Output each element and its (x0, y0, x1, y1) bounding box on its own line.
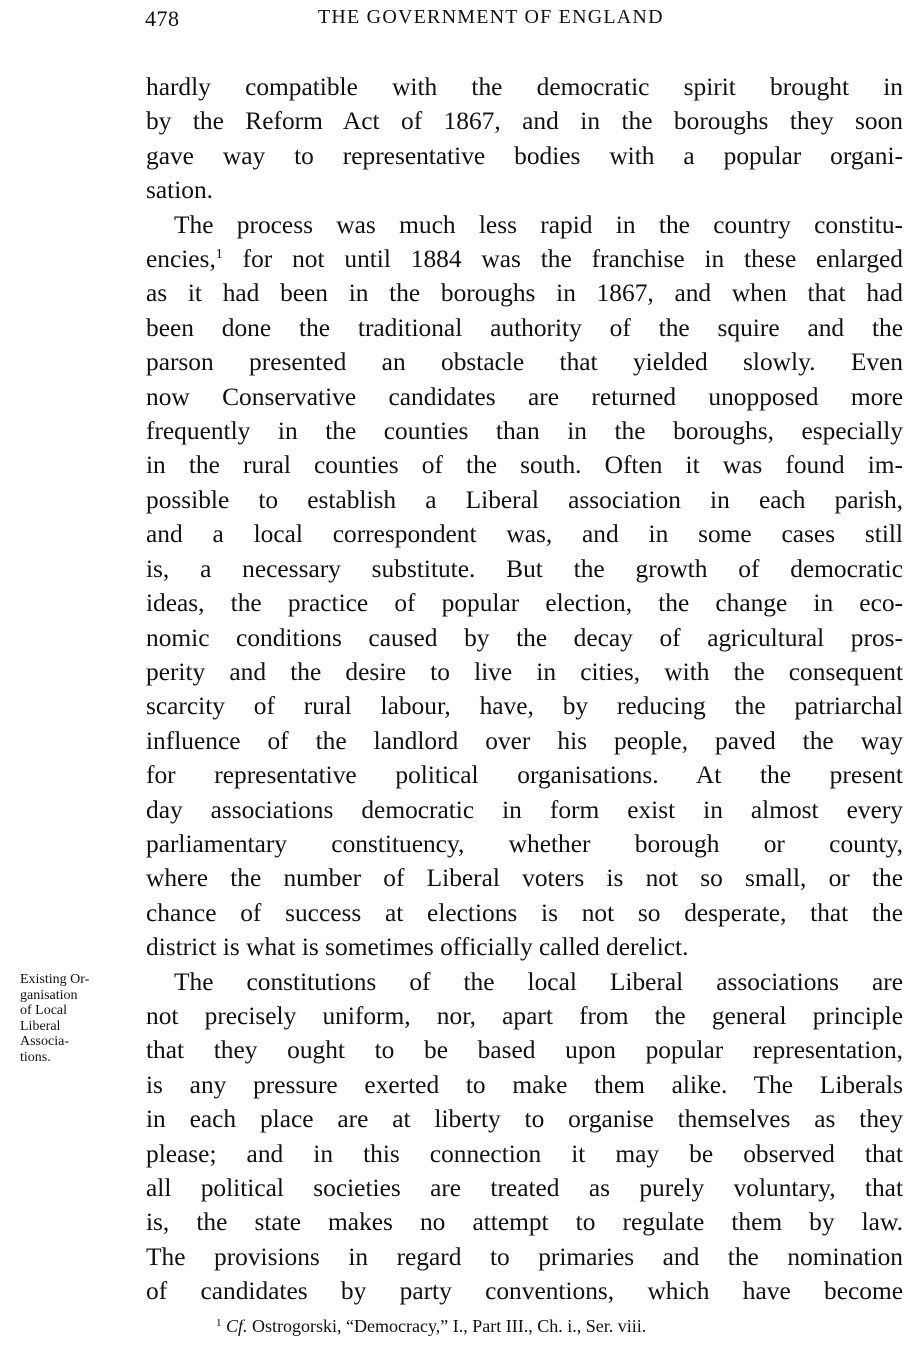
text-line: The process was much less rapid in the country constitu- (174, 210, 903, 239)
text-line: is any pressure exerted to make them alike. The Liberals (146, 1070, 903, 1099)
footnote-cf: Cf. (226, 1316, 248, 1336)
text-fragment: encies, (146, 245, 216, 274)
text-line: ideas, the practice of popular election, the change in eco- (146, 589, 903, 618)
text-line: frequently in the counties than in the boroughs, especially (146, 417, 903, 446)
text-line: perity and the desire to live in cities, with the consequent (146, 657, 903, 686)
text-line: parliamentary constituency, whether borough or county, (146, 829, 903, 858)
text-line-with-footnote-ref (146, 242, 903, 276)
margin-note-line: tions. (20, 1049, 51, 1065)
text-line: hardly compatible with the democratic spirit brought in (146, 73, 903, 101)
text-line: scarcity of rural labour, have, by reducing the patriarchal (146, 692, 903, 721)
text-line: now Conservative candidates are returned unopposed more (146, 382, 903, 411)
text-line: The constitutions of the local Liberal associations are (174, 967, 903, 996)
text-line: please; and in this connection it may be observed that (146, 1139, 903, 1168)
footnote-text: Ostrogorski, “Democracy,” I., Part III., Ch. i., Ser. viii. (247, 1316, 647, 1336)
text-line: in each place are at liberty to organise themselves as they (146, 1105, 903, 1134)
margin-note (20, 972, 130, 1065)
text-line: parson presented an obstacle that yielded slowly. Even (146, 348, 903, 377)
text-line: The provisions in regard to primaries and the nomination (146, 1242, 903, 1271)
text-line: possible to establish a Liberal association in each parish, (146, 485, 903, 514)
footnote (216, 1316, 646, 1337)
margin-note-line: ganisation (20, 987, 78, 1003)
text-line: all political societies are treated as purely voluntary, that (146, 1174, 903, 1202)
margin-note-line: Existing Or- (20, 972, 90, 987)
text-line: district is what is sometimes officially called derelict. (146, 933, 689, 962)
footnote-marker: 1 (216, 1317, 222, 1329)
text-line: in the rural counties of the south. Often it was found im- (146, 451, 903, 480)
text-line: and a local correspondent was, and in some cases still (146, 520, 903, 549)
text-line: influence of the landlord over his people, paved the way (146, 726, 903, 755)
text-line: nomic conditions caused by the decay of agricultural pros- (146, 623, 903, 652)
text-line: gave way to representative bodies with a popular organi- (146, 141, 903, 170)
text-line: by the Reform Act of 1867, and in the boroughs they soon (146, 107, 903, 136)
text-line: is, the state makes no attempt to regulate them by law. (146, 1208, 903, 1237)
text-line: not precisely uniform, nor, apart from the general principle (146, 1001, 903, 1030)
margin-note-line: Liberal (20, 1018, 61, 1034)
margin-note-line: of Local (20, 1003, 68, 1018)
page-number: 478 (145, 6, 180, 31)
text-line: as it had been in the boroughs in 1867, and when that had (146, 279, 903, 308)
text-line: is, a necessary substitute. But the growth of democratic (146, 554, 903, 583)
text-fragment: for not until 1884 was the franchise in these enlarged (222, 245, 903, 274)
text-line: of candidates by party conventions, which have become (146, 1277, 903, 1306)
margin-note-line: Associa- (20, 1034, 69, 1049)
footnote-reference[interactable]: 1 (215, 247, 223, 263)
text-line: where the number of Liberal voters is not so small, or the (146, 864, 903, 893)
text-line: that they ought to be based upon popular representation, (146, 1036, 903, 1065)
body-text (146, 70, 903, 1309)
text-line: been done the traditional authority of the squire and the (146, 313, 903, 342)
text-line: chance of success at elections is not so desperate, that the (146, 898, 903, 927)
text-line: sation. (146, 176, 213, 205)
running-head: THE GOVERNMENT OF ENGLAND (318, 6, 664, 28)
text-line: day associations democratic in form exist in almost every (146, 795, 903, 824)
text-line: for representative political organisations. At the present (146, 761, 903, 790)
